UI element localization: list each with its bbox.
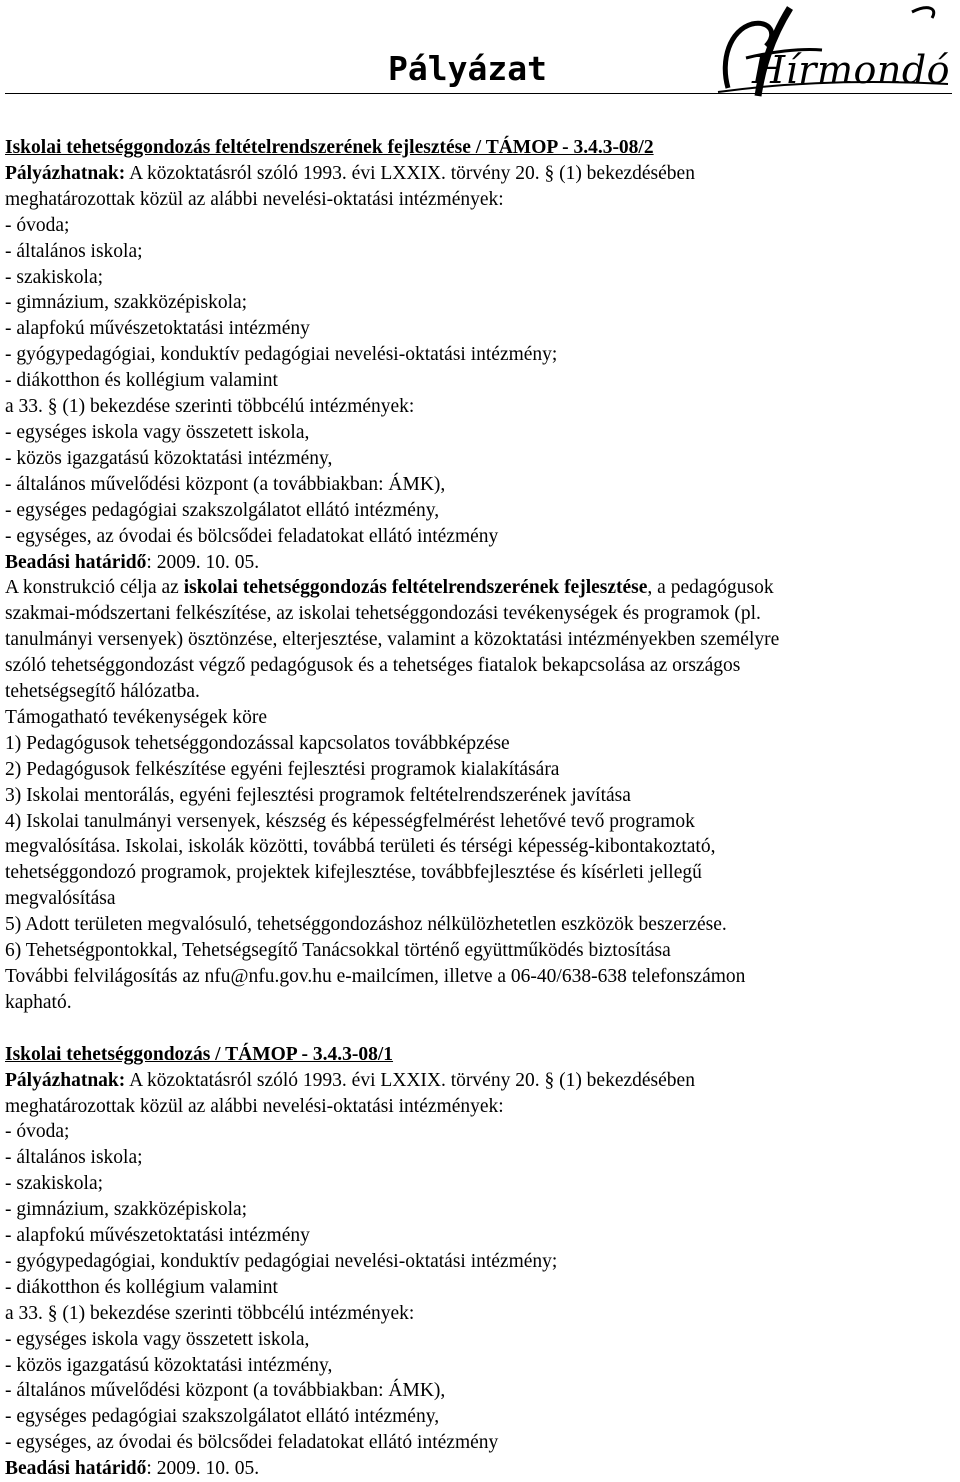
goal-line: [5, 575, 955, 601]
page-header: [0, 0, 960, 110]
list-item: - diákotthon és kollégium valamint: [5, 1276, 278, 1298]
applicants-text-cont: meghatározottak közül az alábbi nevelési-oktatási intézmények:: [5, 188, 504, 210]
activity-item: tehetséggondozó programok, projektek kifejlesztése, továbbfejlesztése és kísérleti jellegű: [5, 862, 702, 884]
activity-item: 2) Pedagógusok felkészítése egyéni fejlesztési programok kialakítására: [5, 758, 560, 780]
list-item: - szakiskola;: [5, 1173, 104, 1195]
activities-title: Támogatható tevékenységek köre: [5, 706, 268, 728]
list-item: - diákotthon és kollégium valamint: [5, 370, 278, 392]
activity-item: 6) Tehetségpontokkal, Tehetségsegítő Tanácsokkal történő együttműködés biztosítása: [5, 940, 671, 962]
document-body: [5, 135, 955, 1482]
goal-text: szakmai-módszertani felkészítése, az iskolai tehetséggondozási tevékenységek és programok (pl.: [5, 603, 761, 625]
list-item: - óvoda;: [5, 1121, 70, 1143]
list-item: a 33. § (1) bekezdése szerinti többcélú intézmények:: [5, 396, 415, 418]
activity-item: megvalósítása: [5, 888, 116, 910]
list-item: - egységes, az óvodai és bölcsődei feladatokat ellátó intézmény: [5, 525, 499, 547]
activity-item: 3) Iskolai mentorálás, egyéni fejlesztési programok feltételrendszerének javítása: [5, 784, 631, 806]
applicants-text: A közoktatásról szóló 1993. évi LXXIX. törvény 20. § (1) bekezdésében: [125, 162, 695, 184]
goal-text: tehetségsegítő hálózatba.: [5, 681, 200, 703]
deadline-value: : 2009. 10. 05.: [146, 551, 260, 573]
goal-highlight: iskolai tehetséggondozás feltételrendszerének fejlesztése: [183, 577, 648, 599]
deadline-label: Beadási határidő: [5, 551, 147, 573]
section-title: Iskolai tehetséggondozás / TÁMOP - 3.4.3-08/1: [5, 1043, 394, 1065]
info-text: kapható.: [5, 991, 72, 1013]
applicants-text: A közoktatásról szóló 1993. évi LXXIX. törvény 20. § (1) bekezdésében: [125, 1069, 695, 1091]
list-item: - gimnázium, szakközépiskola;: [5, 292, 248, 314]
section-tamop-3-4-3-08-1: [5, 1042, 955, 1482]
logo-wordmark: Hírmondó: [752, 48, 951, 92]
info-text: További felvilágosítás az nfu@nfu.gov.hu e-mailcímen, illetve a 06-40/638-638 telefonszámon: [5, 966, 746, 987]
deadline-line: [5, 550, 955, 576]
applicants-label: Pályázhatnak:: [5, 162, 126, 184]
list-item: - alapfokú művészetoktatási intézmény: [5, 1225, 310, 1247]
goal-text: szóló tehetséggondozást végző pedagógusok és a tehetséges fiatalok bekapcsolása az országos: [5, 655, 741, 677]
applicants-label: Pályázhatnak:: [5, 1069, 126, 1091]
list-item: - egységes, az óvodai és bölcsődei feladatokat ellátó intézmény: [5, 1432, 499, 1454]
applicants-line: [5, 161, 955, 187]
list-item: - egységes pedagógiai szakszolgálatot ellátó intézmény,: [5, 499, 440, 521]
deadline-line: [5, 1456, 955, 1482]
goal-text: tanulmányi versenyek) ösztönzése, elterjesztése, valamint a közoktatási intézményekben személyre: [5, 629, 780, 651]
activity-item: 4) Iskolai tanulmányi versenyek, készség és képességfelmérést lehetővé tevő programok: [5, 810, 695, 832]
list-item: - egységes iskola vagy összetett iskola,: [5, 1328, 310, 1350]
list-item: - szakiskola;: [5, 266, 104, 288]
deadline-value: : 2009. 10. 05.: [146, 1458, 260, 1480]
page-title: Pályázat: [388, 49, 547, 88]
list-item: - közös igazgatású közoktatási intézmény,: [5, 1354, 333, 1376]
list-item: - általános iskola;: [5, 240, 143, 262]
applicants-line: [5, 1068, 955, 1094]
applicants-text-cont: meghatározottak közül az alábbi nevelési-oktatási intézmények:: [5, 1095, 504, 1117]
list-item: - gyógypedagógiai, konduktív pedagógiai nevelési-oktatási intézmény;: [5, 1250, 558, 1272]
activity-item: 5) Adott területen megvalósuló, tehetséggondozáshoz nélkülözhetetlen eszközök beszerzése.: [5, 914, 727, 936]
deadline-label: Beadási határidő: [5, 1458, 147, 1480]
list-item: - gimnázium, szakközépiskola;: [5, 1199, 248, 1221]
section-title: Iskolai tehetséggondozás feltételrendszerének fejlesztése / TÁMOP - 3.4.3-08/2: [5, 137, 654, 158]
list-item: - általános művelődési központ (a továbbiakban: ÁMK),: [5, 1380, 446, 1402]
goal-prefix: A konstrukció célja az: [5, 577, 184, 599]
section-gap: [5, 1016, 955, 1042]
section-tamop-3-4-3-08-2: [5, 135, 955, 1016]
list-item: - általános iskola;: [5, 1147, 143, 1169]
list-item: - általános művelődési központ (a továbbiakban: ÁMK),: [5, 473, 446, 495]
goal-suffix: , a pedagógusok: [647, 577, 774, 599]
list-item: - alapfokú művészetoktatási intézmény: [5, 318, 310, 340]
list-item: a 33. § (1) bekezdése szerinti többcélú intézmények:: [5, 1302, 415, 1324]
activity-item: 1) Pedagógusok tehetséggondozással kapcsolatos továbbképzése: [5, 732, 510, 754]
list-item: - közös igazgatású közoktatási intézmény,: [5, 447, 333, 469]
list-item: - egységes pedagógiai szakszolgálatot ellátó intézmény,: [5, 1406, 440, 1428]
list-item: - egységes iskola vagy összetett iskola,: [5, 421, 310, 443]
activity-item: megvalósítása. Iskolai, iskolák közötti, továbbá területi és térségi képesség-kibontakoztató,: [5, 836, 716, 858]
list-item: - óvoda;: [5, 214, 70, 236]
list-item: - gyógypedagógiai, konduktív pedagógiai nevelési-oktatási intézmény;: [5, 344, 558, 366]
